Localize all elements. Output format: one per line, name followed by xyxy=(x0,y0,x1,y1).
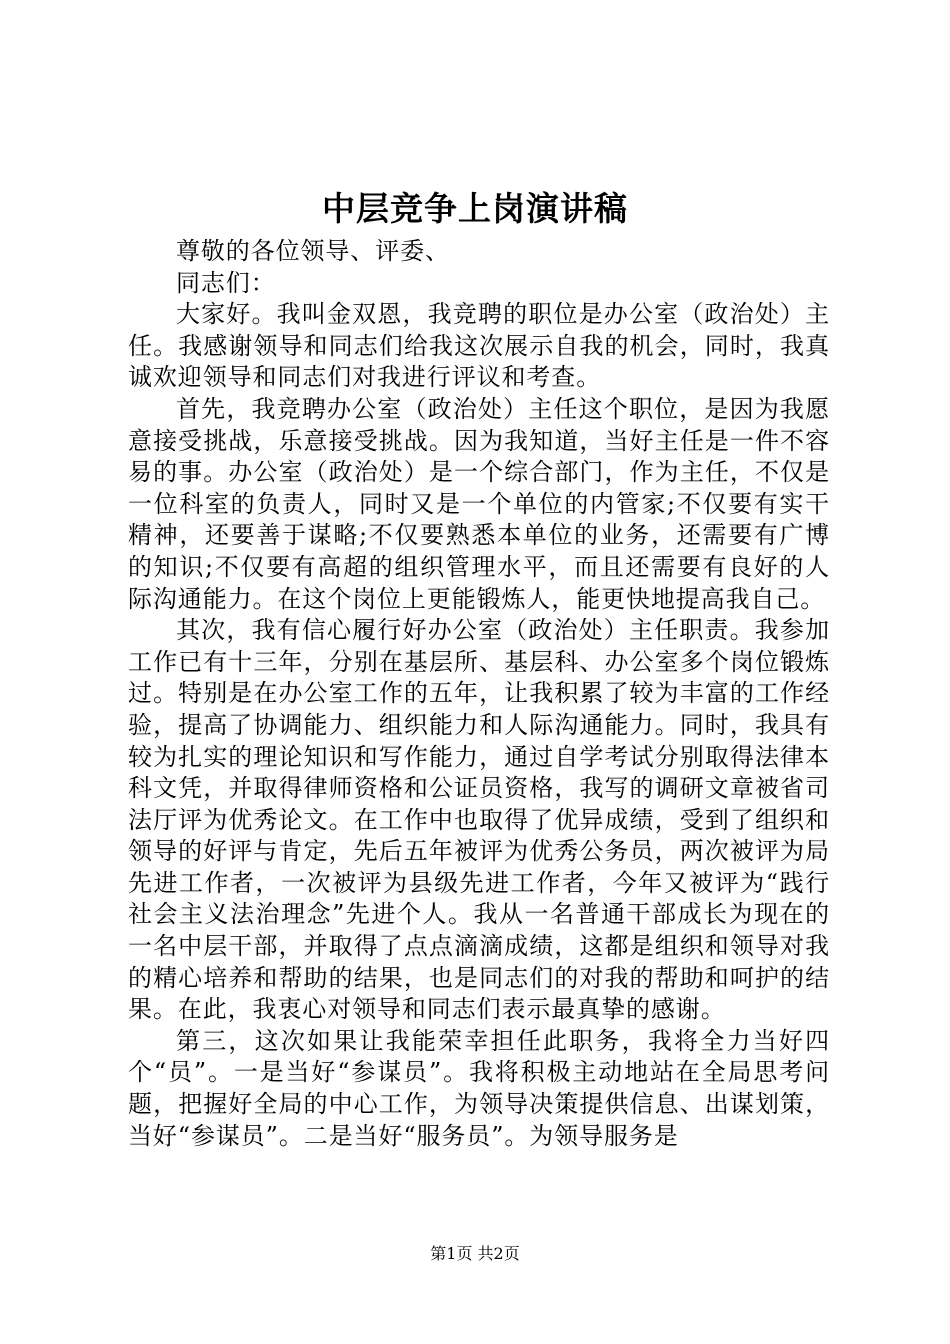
first-reason-paragraph: 首先，我竞聘办公室（政治处）主任这个职位，是因为我愿意接受挑战，乐意接受挑战。因为我知道，当好主任是一件不容易的事。办公室（政治处）是一个综合部门，作为主任，不仅是一位科室的负责人，同时又是一个单位的内管家;不仅要有实干精神，还要善于谋略;不仅要熟悉本单位的业务，还需要有广博的知识;不仅要有高超的组织管理水平，而且还需要有良好的人际沟通能力。在这个岗位上更能锻炼人，能更快地提高我自己。 xyxy=(128,394,830,613)
document-title: 中层竞争上岗演讲稿 xyxy=(322,189,628,228)
document-body xyxy=(128,236,830,1152)
second-reason-paragraph: 其次，我有信心履行好办公室（政治处）主任职责。我参加工作已有十三年，分别在基层所、基层科、办公室多个岗位锻炼过。特别是在办公室工作的五年，让我积累了较为丰富的工作经验，提高了协调能力、组织能力和人际沟通能力。同时，我具有较为扎实的理论知识和写作能力，通过自学考试分别取得法律本科文凭，并取得律师资格和公证员资格，我写的调研文章被省司法厅评为优秀论文。在工作中也取得了优异成绩，受到了组织和领导的好评与肯定，先后五年被评为优秀公务员，两次被评为局先进工作者，一次被评为县级先进工作者，今年又被评为“践行社会主义法治理念”先进个人。我从一名普通干部成长为现在的一名中层干部，并取得了点点滴滴成绩，这都是组织和领导对我的精心培养和帮助的结果，也是同志们的对我的帮助和呵护的结果。在此，我衷心对领导和同志们表示最真挚的感谢。 xyxy=(128,616,830,1024)
third-reason-paragraph: 第三，这次如果让我能荣幸担任此职务，我将全力当好四个“员”。一是当好“参谋员”。我将积极主动地站在全局思考问题，把握好全局的中心工作，为领导决策提供信息、出谋划策，当好“参谋员”。二是当好“服务员”。为领导服务是 xyxy=(128,1026,830,1150)
salutation-continuation: 同志们： xyxy=(176,268,276,297)
salutation-paragraph: 尊敬的各位领导、评委、 xyxy=(176,237,450,265)
page-footer: 第1页 共2页 xyxy=(430,1244,520,1263)
greeting-paragraph: 大家好。我叫金双恩，我竞聘的职位是办公室（政治处）主任。我感谢领导和同志们给我这次展示自我的机会，同时，我真诚欢迎领导和同志们对我进行评议和考查。 xyxy=(128,300,830,392)
